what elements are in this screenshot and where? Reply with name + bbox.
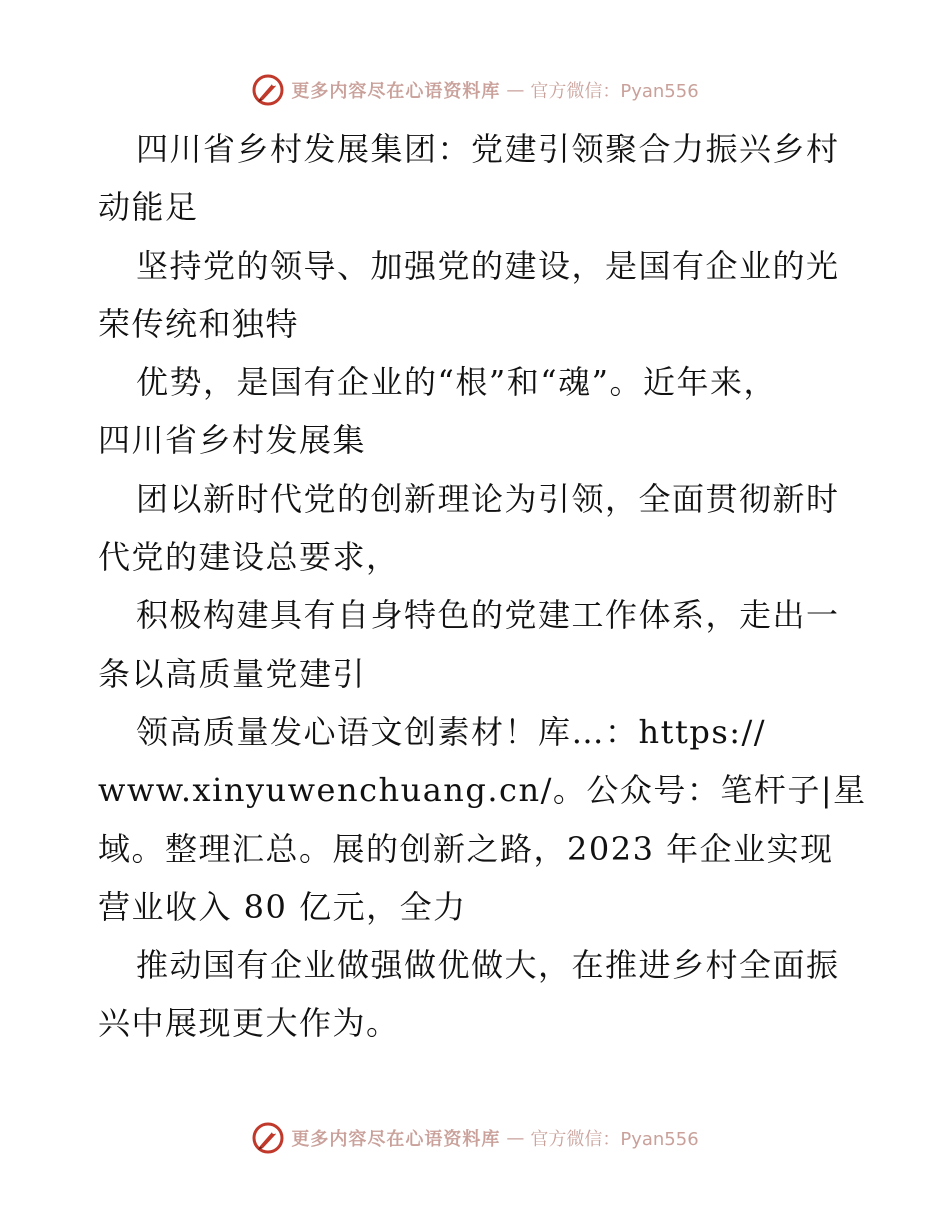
text-line: 域。整理汇总。展的创新之路，2023 年企业实现 xyxy=(98,829,834,868)
banner-text: 更多内容尽在心语资料库 xyxy=(291,81,501,102)
header-banner xyxy=(0,70,950,110)
text-line: 兴中展现更大作为。 xyxy=(98,1004,400,1043)
document-body xyxy=(98,120,867,1053)
text-line: 优势，是国有企业的“根”和“魂”。近年来， xyxy=(136,363,777,402)
banner-separator: — xyxy=(506,1127,525,1149)
footer-banner xyxy=(0,1118,950,1158)
text-line: 荣传统和独特 xyxy=(98,304,300,343)
banner-wechat: 官方微信：Pyan556 xyxy=(530,81,699,102)
banner-wechat: 官方微信：Pyan556 xyxy=(530,1129,699,1150)
text-line: 团以新时代党的创新理论为引领，全面贯彻新时 xyxy=(136,479,840,518)
text-line: www.xinyuwenchuang.cn/。公众号：笔杆子|星 xyxy=(98,771,867,810)
text-line: 四川省乡村发展集团：党建引领聚合力振兴乡村 xyxy=(136,130,840,168)
text-line: 积极构建具有自身特色的党建工作体系，走出一 xyxy=(136,596,840,635)
pen-logo-icon xyxy=(251,1121,285,1155)
banner-text: 更多内容尽在心语资料库 xyxy=(291,1129,501,1150)
text-line: 条以高质量党建引 xyxy=(98,654,367,693)
text-line: 推动国有企业做强做优做大，在推进乡村全面振 xyxy=(136,946,840,985)
text-line: 代党的建设总要求， xyxy=(98,538,400,577)
text-line: 四川省乡村发展集 xyxy=(98,421,367,460)
text-line: 营业收入 80 亿元，全力 xyxy=(98,887,467,926)
text-line: 坚持党的领导、加强党的建设，是国有企业的光 xyxy=(136,246,840,285)
text-line: 领高质量发心语文创素材！库…：https:// xyxy=(136,712,767,751)
pen-logo-icon xyxy=(251,73,285,107)
banner-separator: — xyxy=(506,79,525,101)
text-line: 动能足 xyxy=(98,188,199,227)
